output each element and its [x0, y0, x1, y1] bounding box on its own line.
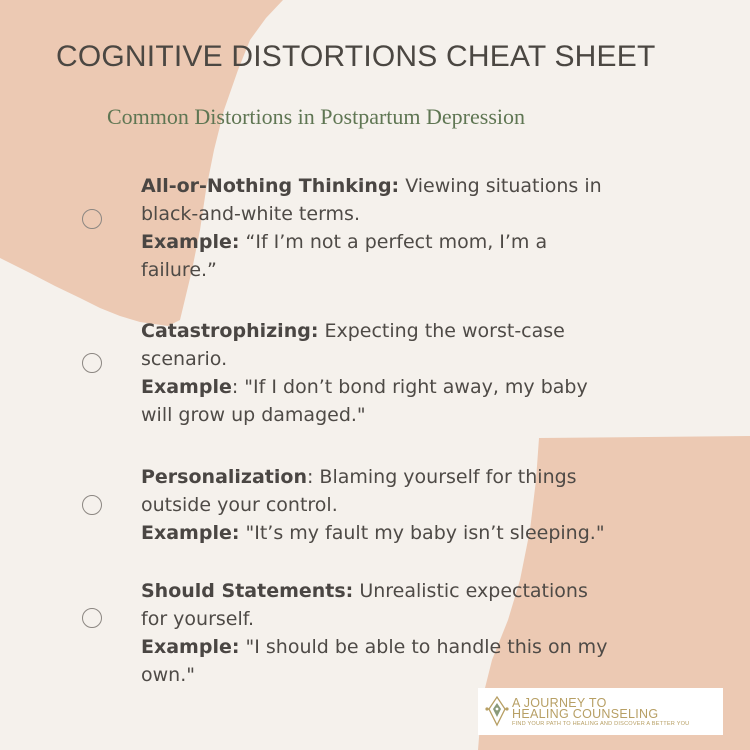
- item-text: [141, 577, 611, 689]
- radio-button[interactable]: [82, 353, 102, 373]
- page-title: COGNITIVE DISTORTIONS CHEAT SHEET: [56, 40, 656, 73]
- counseling-logo: [478, 688, 723, 735]
- item-text: [141, 463, 611, 547]
- item-text: [141, 172, 611, 284]
- example-text: "It’s my fault my baby isn’t sleeping.": [239, 522, 605, 544]
- radio-button[interactable]: [82, 608, 102, 628]
- term-label: Catastrophizing:: [141, 320, 319, 342]
- radio-button[interactable]: [82, 495, 102, 515]
- item-text: [141, 317, 611, 429]
- term-definition: : Blaming yourself for things outside your control.: [141, 466, 577, 516]
- radio-button[interactable]: [82, 209, 102, 229]
- term-label: Should Statements:: [141, 580, 354, 602]
- example-text: "I should be able to handle this on my own.": [141, 636, 608, 686]
- term-definition: Expecting the worst-case scenario.: [141, 320, 565, 370]
- logo-text-line2: HEALING COUNSELING: [512, 707, 659, 721]
- lotus-logo-icon: [484, 695, 510, 727]
- page-subtitle: Common Distortions in Postpartum Depression: [107, 104, 525, 129]
- term-label: Personalization: [141, 466, 307, 488]
- example-label: Example:: [141, 231, 240, 253]
- example-text: “If I’m not a perfect mom, I’m a failure.”: [141, 231, 548, 281]
- example-label: Example: [141, 376, 232, 398]
- example-text: : "If I don’t bond right away, my baby will grow up damaged.": [141, 376, 588, 426]
- example-label: Example:: [141, 636, 240, 658]
- logo-tagline: FIND YOUR PATH TO HEALING AND DISCOVER A BETTER YOU: [512, 721, 690, 727]
- term-label: All-or-Nothing Thinking:: [141, 175, 400, 197]
- term-definition: Viewing situations in black-and-white terms.: [141, 175, 602, 225]
- example-label: Example:: [141, 522, 240, 544]
- term-definition: Unrealistic expectations for yourself.: [141, 580, 588, 630]
- logo-text-line1: A JOURNEY TO: [512, 696, 607, 710]
